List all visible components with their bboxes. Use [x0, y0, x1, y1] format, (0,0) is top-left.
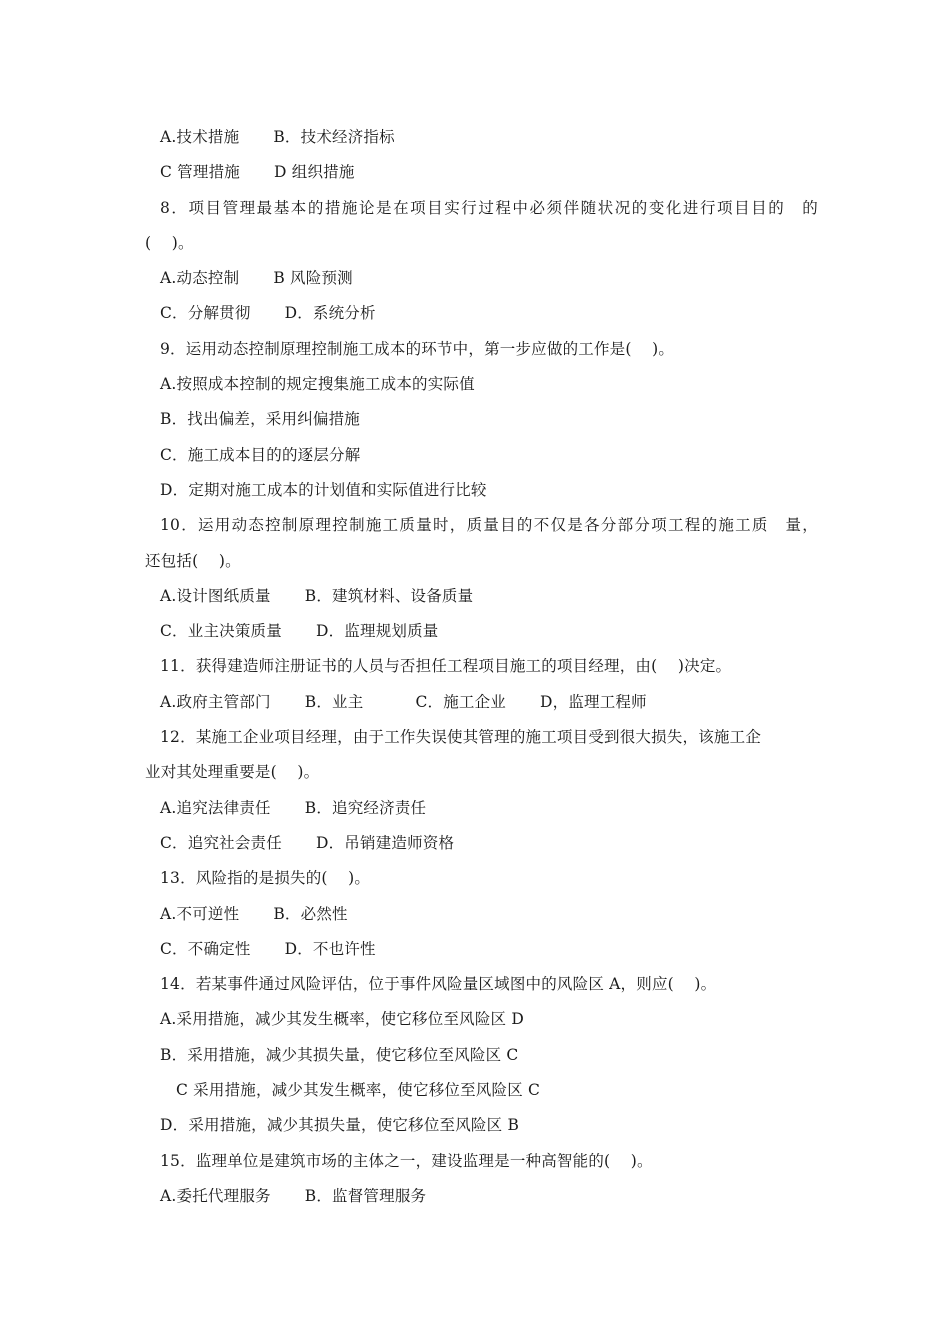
option-b: B．采用措施，减少其损失量，使它移位至风险区 C	[160, 1045, 519, 1064]
options-row	[0, 296, 950, 331]
question-8-text: 8．项目管理最基本的措施论是在项目实行过程中必须伴随状况的变化进行项目目的 的	[160, 198, 818, 217]
option-c: C．追究社会责任	[160, 833, 282, 852]
question-14-text: 14．若某事件通过风险评估，位于事件风险量区域图中的风险区 A，则应( )。	[160, 975, 717, 994]
option-b: B．业主	[304, 692, 364, 711]
option-a: A.设计图纸质量	[160, 586, 271, 605]
option-d: D．采用措施，减少其损失量，使它移位至风险区 B	[160, 1116, 520, 1135]
option-b: B．建筑材料、设备质量	[304, 586, 474, 605]
option-d: D．监理规划质量	[315, 622, 439, 641]
option-a: A.追究法律责任	[160, 798, 271, 817]
option-a: A.委托代理服务	[160, 1186, 271, 1205]
options-row	[0, 155, 950, 190]
question-10-text: 10．运用动态控制原理控制施工质量时，质量目的不仅是各分部分项工程的施工质 量，	[160, 516, 818, 535]
option-a: A.按照成本控制的规定搜集施工成本的实际值	[160, 375, 475, 394]
option-a: A.政府主管部门	[160, 692, 271, 711]
option-c: C．业主决策质量	[160, 622, 282, 641]
option-d: D．系统分析	[284, 304, 376, 323]
question-11-text: 11．获得建造师注册证书的人员与否担任工程项目施工的项目经理，由( )决定。	[160, 657, 732, 676]
option-b: B．技术经济指标	[273, 128, 395, 146]
options-row	[0, 791, 950, 826]
options-row	[0, 261, 950, 296]
option-c: C．施工成本目的的逐层分解	[160, 445, 361, 464]
option-a: A.技术措施	[160, 128, 240, 146]
option-c: C 管理措施	[160, 163, 240, 182]
option-b: B．追究经济责任	[304, 798, 427, 817]
options-row	[0, 614, 950, 649]
option-a: A.不可逆性	[160, 904, 240, 923]
options-row	[0, 932, 950, 967]
question-15-text: 15．监理单位是建筑市场的主体之一，建设监理是一种高智能的( )。	[160, 1151, 653, 1170]
options-row	[0, 1179, 950, 1214]
question-12-text-cont: 业对其处理重要是( )。	[145, 763, 320, 782]
option-c: C．施工企业	[415, 692, 506, 711]
option-a: A.采用措施，减少其发生概率，使它移位至风险区 D	[160, 1010, 524, 1029]
option-d: D．定期对施工成本的计划值和实际值进行比较	[160, 480, 487, 499]
question-9-text: 9．运用动态控制原理控制施工成本的环节中，第一步应做的工作是( )。	[160, 339, 675, 358]
option-c: C．分解贯彻	[160, 304, 251, 323]
options-row	[0, 579, 950, 614]
option-b: B．监督管理服务	[304, 1186, 427, 1205]
question-10-text-cont: 还包括( )。	[145, 551, 241, 570]
options-row	[0, 826, 950, 861]
option-a: A.动态控制	[160, 269, 240, 288]
question-8-text-cont: ( )。	[145, 233, 194, 252]
option-c: C．不确定性	[160, 939, 251, 958]
options-row	[0, 897, 950, 932]
question-13-text: 13．风险指的是损失的( )。	[160, 869, 371, 888]
options-row	[0, 120, 950, 155]
option-d: D．不也许性	[284, 939, 376, 958]
option-b: B 风险预测	[273, 269, 353, 288]
option-c: C 采用措施，减少其发生概率，使它移位至风险区 C	[176, 1081, 541, 1100]
option-b: B．必然性	[273, 904, 348, 923]
question-list	[0, 120, 950, 1214]
option-b: B．找出偏差，采用纠偏措施	[160, 410, 360, 429]
option-d: D，监理工程师	[540, 692, 647, 711]
options-row	[0, 685, 950, 720]
option-d: D．吊销建造师资格	[315, 833, 455, 852]
option-d: D 组织措施	[274, 163, 355, 182]
question-12-text: 12．某施工企业项目经理，由于工作失误使其管理的施工项目受到很大损失，该施工企	[160, 728, 762, 747]
